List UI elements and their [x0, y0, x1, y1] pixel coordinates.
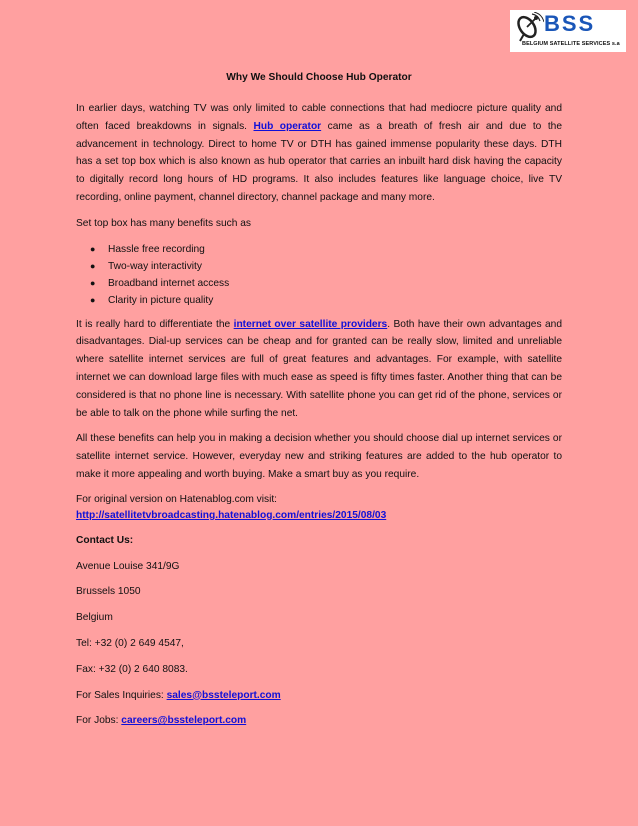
list-item: ● Two-way interactivity	[76, 258, 562, 275]
original-url-link[interactable]: http://satellitetvbroadcasting.hatenablog.com/entries/2015/08/03	[76, 509, 387, 521]
conclusion-paragraph: All these benefits can help you in making a decision whether you should choose dial up internet services or satellite internet service. However, everyday new and striking features are added to the hub operator to make it more appealing and worth buying. Make a smart buy as you require.	[76, 433, 562, 480]
bullet-icon: ●	[90, 277, 96, 288]
logo-brand: BSS	[544, 11, 596, 36]
document-body	[76, 70, 562, 738]
sales-email-link[interactable]: sales@bssteleport.com	[166, 689, 281, 701]
satellite-dish-icon	[514, 12, 544, 42]
contact-heading: Contact Us:	[76, 534, 134, 546]
comparison-paragraph: It is really hard to differentiate the internet over satellite providers. Both have their own advantages and disadvantages. Dial-up services can be cheap and for granted can be really slow, limited and unreliable where satellite internet services are full of great features and advantages. For example, with satellite internet we can download large files with much ease as speed is fifty times faster. Another thing that can be considered is that no phone line is necessary. With satellite phone you can get rid of the phone, services or be able to talk on the phone while surfing the net.	[76, 318, 563, 419]
logo-subtitle: BELGIUM SATELLITE SERVICES s.a	[522, 41, 620, 47]
contact-sales: For Sales Inquiries: sales@bssteleport.com	[76, 689, 281, 701]
hub-operator-link[interactable]: Hub operator	[253, 120, 322, 132]
list-item: ● Broadband internet access	[76, 275, 562, 292]
contact-country: Belgium	[76, 612, 113, 624]
contact-section	[76, 532, 562, 730]
contact-fax: Fax: +32 (0) 2 640 8083.	[76, 663, 188, 675]
bullet-icon: ●	[90, 260, 96, 271]
benefits-intro: Set top box has many benefits such as	[76, 217, 251, 229]
jobs-email-link[interactable]: careers@bssteleport.com	[121, 715, 247, 727]
contact-jobs: For Jobs: careers@bssteleport.com	[76, 715, 247, 727]
benefits-list	[76, 241, 562, 309]
original-version	[76, 492, 562, 524]
contact-tel: Tel: +32 (0) 2 649 4547,	[76, 637, 184, 649]
intro-paragraph: In earlier days, watching TV was only limited to cable connections that had mediocre picture quality and often faced breakdowns in signals. Hub operator came as a breath of fresh air and due to the advancement in technology. Direct to home TV or DTH has gained immense popularity these days. DTH has a set top box which is also known as hub operator that carries an inbuilt hard disk having the capacity to digitally record long hours of HD programs. It also includes features like language choice, live TV recording, online payment, channel directory, channel package and many more.	[76, 103, 562, 203]
bullet-icon: ●	[90, 294, 96, 305]
bullet-icon: ●	[90, 243, 96, 254]
list-item: ● Hassle free recording	[76, 241, 562, 258]
company-logo	[510, 10, 626, 52]
original-label: For original version on Hatenablog.com visit:	[76, 493, 278, 505]
document-title: Why We Should Choose Hub Operator	[226, 72, 412, 83]
list-item: ● Clarity in picture quality	[76, 292, 562, 309]
satellite-providers-link[interactable]: internet over satellite providers	[233, 318, 388, 330]
contact-street: Avenue Louise 341/9G	[76, 560, 180, 572]
contact-city: Brussels 1050	[76, 586, 141, 598]
